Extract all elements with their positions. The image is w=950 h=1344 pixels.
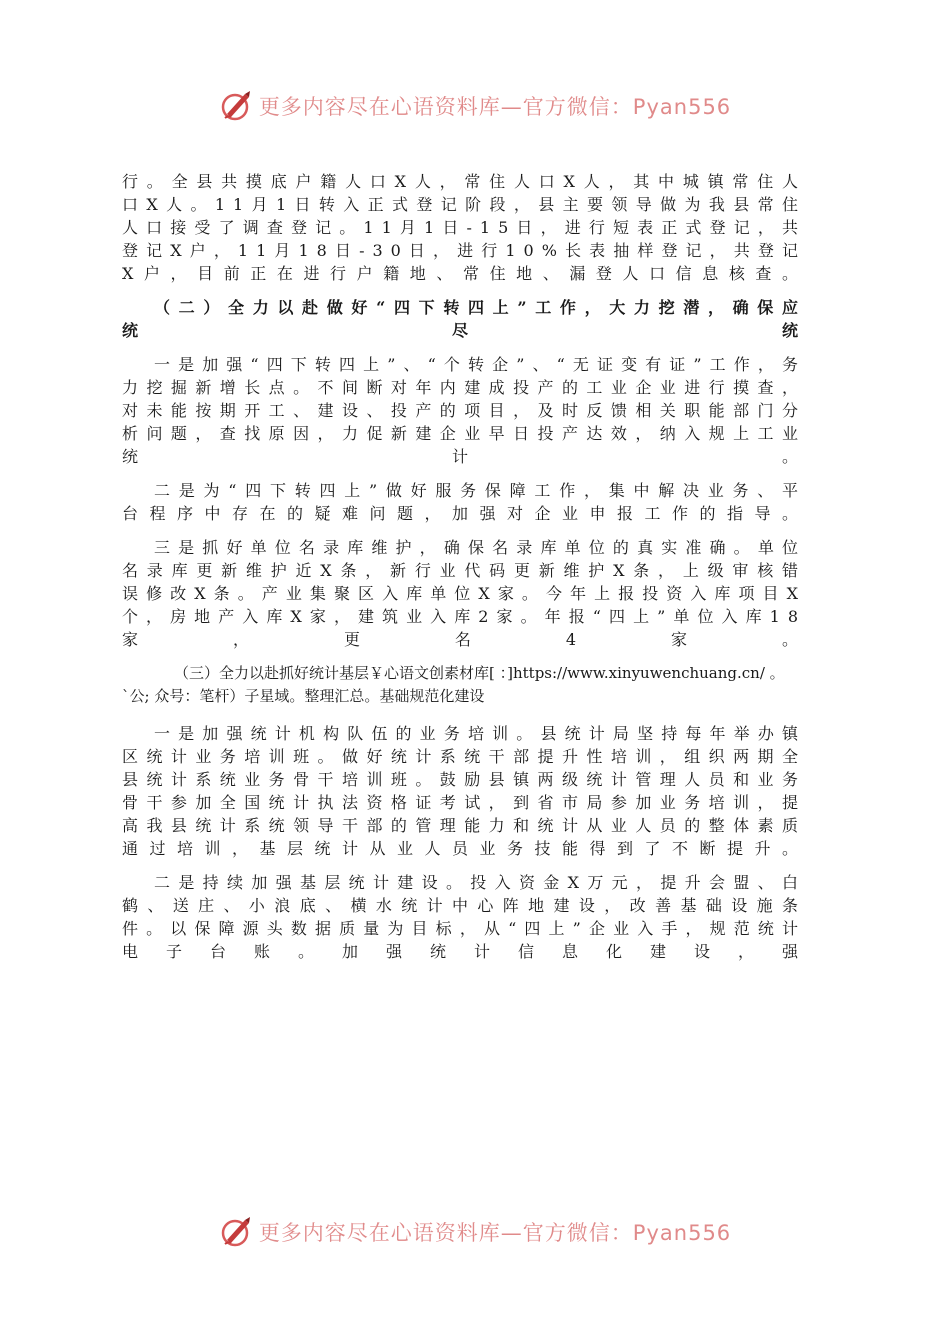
paragraph-point-one: 一是加强“四下转四上”、“个转企”、“无证变有证”工作，务力挖掘新增长点。不间断对年内建成投产的工业企业进行摸查，对未能按期开工、建设、投产的项目，及时反馈相关职能部门分析问题，查找原因，力促新建企业早日投产达效，纳入规上工业统计。 <box>122 355 806 466</box>
paragraph-census-progress: 行。全县共摸底户籍人口X人，常住人口X人，其中城镇常住人口X人。11月1日转入正式登记阶段，县主要领导做为我县常住人口接受了调查登记。11月1日-15日，进行短表正式登记，共登记X户，11月18日-30日，进行10%长表抽样登记，共登记X户，目前正在进行户籍地、常住地、漏登人口信息核查。 <box>122 172 806 283</box>
section-heading-three-line-1: （三）全力以赴抓好统计基层￥心语文创素材库[ ：]https://www.xinyuwenchuang.cn/ 。 <box>174 664 785 682</box>
brush-pen-logo-icon <box>219 88 255 124</box>
brush-pen-logo-icon <box>219 1214 255 1250</box>
paragraph-point-three: 三是抓好单位名录库维护，确保名录库单位的真实准确。单位名录库更新维护近X条，新行业代码更新维护X条，上级审核错误修改X条。产业集聚区入库单位X家。今年上报投资入库项目X个，房地产入库X家，建筑业入库2家。年报“四上”单位入库18家，更名4家。 <box>122 538 806 649</box>
footer-watermark-banner <box>0 1210 950 1254</box>
section-heading-three-line-2: `公; 众号：笔杆）子星域。整理汇总。基础规范化建设 <box>122 687 485 705</box>
paragraph-point-two: 二是为“四下转四上”做好服务保障工作，集中解决业务、平台程序中存在的疑难问题，加强对企业申报工作的指导。 <box>122 481 806 523</box>
document-body <box>122 170 806 974</box>
section-heading-two: （二）全力以赴做好“四下转四上”工作，大力挖潜，确保应统尽统 <box>122 298 806 340</box>
banner-text: 更多内容尽在心语资料库—官方微信：Pyan556 <box>258 1221 732 1245</box>
banner-text: 更多内容尽在心语资料库—官方微信：Pyan556 <box>258 95 732 119</box>
header-watermark-banner <box>0 84 950 128</box>
section-heading-three <box>122 662 806 708</box>
paragraph-training: 一是加强统计机构队伍的业务培训。县统计局坚持每年举办镇区统计业务培训班。做好统计系统干部提升性培训，组织两期全县统计系统业务骨干培训班。鼓励县镇两级统计管理人员和业务骨干参加全国统计执法资格证考试，到省市局参加业务培训，提高我县统计系统领导干部的管理能力和统计从业人员的整体素质通过培训，基层统计从业人员业务技能得到了不断提升。 <box>122 724 806 858</box>
paragraph-grassroots: 二是持续加强基层统计建设。投入资金X万元，提升会盟、白鹤、送庄、小浪底、横水统计中心阵地建设，改善基础设施条件。以保障源头数据质量为目标，从“四上”企业入手，规范统计电子台账。加强统计信息化建设，强 <box>122 873 806 961</box>
